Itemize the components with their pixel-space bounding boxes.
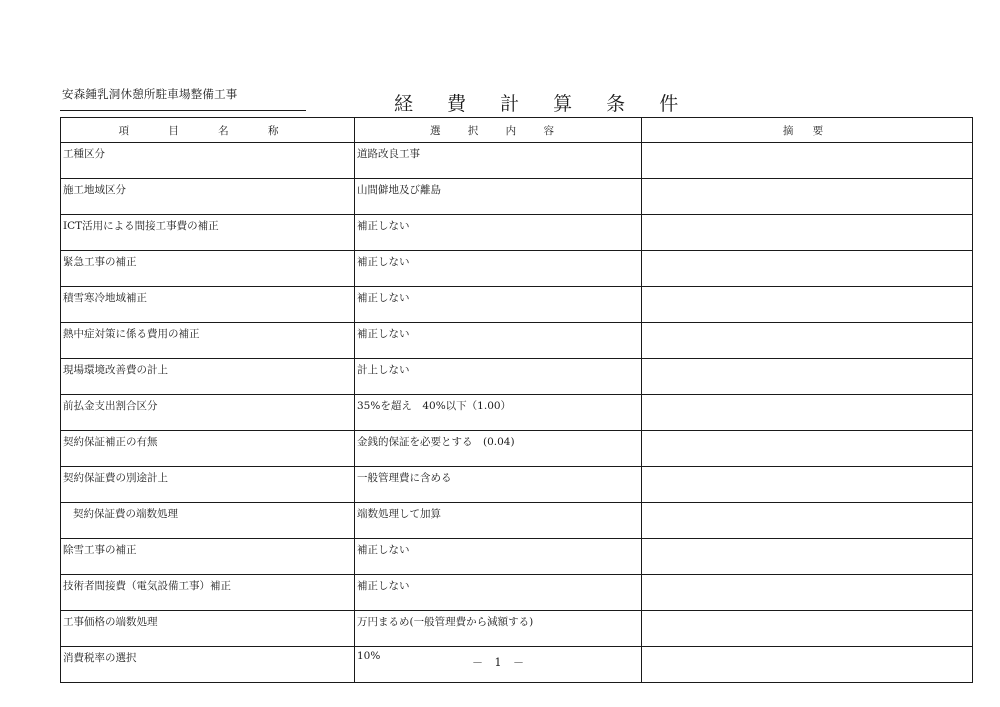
table-row bbox=[61, 467, 973, 503]
column-header-remarks: 摘 要 bbox=[642, 118, 973, 143]
item-name-cell: 工種区分 bbox=[61, 143, 355, 179]
selection-cell: 補正しない bbox=[355, 575, 642, 611]
remarks-cell bbox=[642, 359, 973, 395]
item-name-cell: 契約保証補正の有無 bbox=[61, 431, 355, 467]
remarks-cell bbox=[642, 611, 973, 647]
page-number: － 1 － bbox=[472, 656, 528, 669]
selection-cell: 補正しない bbox=[355, 539, 642, 575]
selection-cell: 金銭的保証を必要とする (0.04) bbox=[355, 431, 642, 467]
selection-cell: 補正しない bbox=[355, 287, 642, 323]
table-row bbox=[61, 179, 973, 215]
selection-cell: 10% bbox=[355, 647, 642, 683]
table-row bbox=[61, 215, 973, 251]
project-name-underline bbox=[60, 110, 306, 111]
selection-cell: 35%を超え 40%以下（1.00） bbox=[355, 395, 642, 431]
selection-cell: 補正しない bbox=[355, 323, 642, 359]
table-row bbox=[61, 611, 973, 647]
item-name-cell: 技術者間接費（電気設備工事）補正 bbox=[61, 575, 355, 611]
item-name-cell: 熱中症対策に係る費用の補正 bbox=[61, 323, 355, 359]
table-header-row bbox=[61, 118, 973, 143]
item-name-cell: 工事価格の端数処理 bbox=[61, 611, 355, 647]
cost-conditions-table bbox=[60, 117, 973, 683]
table-row bbox=[61, 323, 973, 359]
table-row bbox=[61, 503, 973, 539]
remarks-cell bbox=[642, 287, 973, 323]
selection-cell: 補正しない bbox=[355, 215, 642, 251]
remarks-cell bbox=[642, 251, 973, 287]
item-name-cell: ICT活用による間接工事費の補正 bbox=[61, 215, 355, 251]
remarks-cell bbox=[642, 575, 973, 611]
table-row bbox=[61, 251, 973, 287]
item-name-cell: 緊急工事の補正 bbox=[61, 251, 355, 287]
remarks-cell bbox=[642, 215, 973, 251]
table-row bbox=[61, 575, 973, 611]
item-name-cell: 契約保証費の端数処理 bbox=[61, 503, 355, 539]
table-row bbox=[61, 287, 973, 323]
selection-cell: 端数処理して加算 bbox=[355, 503, 642, 539]
table-row bbox=[61, 143, 973, 179]
remarks-cell bbox=[642, 467, 973, 503]
item-name-cell: 現場環境改善費の計上 bbox=[61, 359, 355, 395]
remarks-cell bbox=[642, 323, 973, 359]
table-row bbox=[61, 431, 973, 467]
document-title: 経 費 計 算 条 件 bbox=[394, 93, 693, 115]
table-row bbox=[61, 359, 973, 395]
remarks-cell bbox=[642, 143, 973, 179]
item-name-cell: 消費税率の選択 bbox=[61, 647, 355, 683]
column-header-item-name: 項 目 名 称 bbox=[61, 118, 355, 143]
project-name: 安森鍾乳洞休憩所駐車場整備工事 bbox=[62, 87, 238, 101]
selection-cell: 道路改良工事 bbox=[355, 143, 642, 179]
table-row bbox=[61, 539, 973, 575]
item-name-cell: 除雪工事の補正 bbox=[61, 539, 355, 575]
remarks-cell bbox=[642, 395, 973, 431]
remarks-cell bbox=[642, 539, 973, 575]
selection-cell: 山間僻地及び離島 bbox=[355, 179, 642, 215]
column-header-selection: 選 択 内 容 bbox=[355, 118, 642, 143]
item-name-cell: 施工地域区分 bbox=[61, 179, 355, 215]
remarks-cell bbox=[642, 179, 973, 215]
table-row bbox=[61, 395, 973, 431]
selection-cell: 万円まるめ(一般管理費から減額する) bbox=[355, 611, 642, 647]
item-name-cell: 積雪寒冷地域補正 bbox=[61, 287, 355, 323]
item-name-cell: 前払金支出割合区分 bbox=[61, 395, 355, 431]
remarks-cell bbox=[642, 503, 973, 539]
selection-cell: 補正しない bbox=[355, 251, 642, 287]
item-name-cell: 契約保証費の別途計上 bbox=[61, 467, 355, 503]
selection-cell: 計上しない bbox=[355, 359, 642, 395]
selection-cell: 一般管理費に含める bbox=[355, 467, 642, 503]
remarks-cell bbox=[642, 431, 973, 467]
